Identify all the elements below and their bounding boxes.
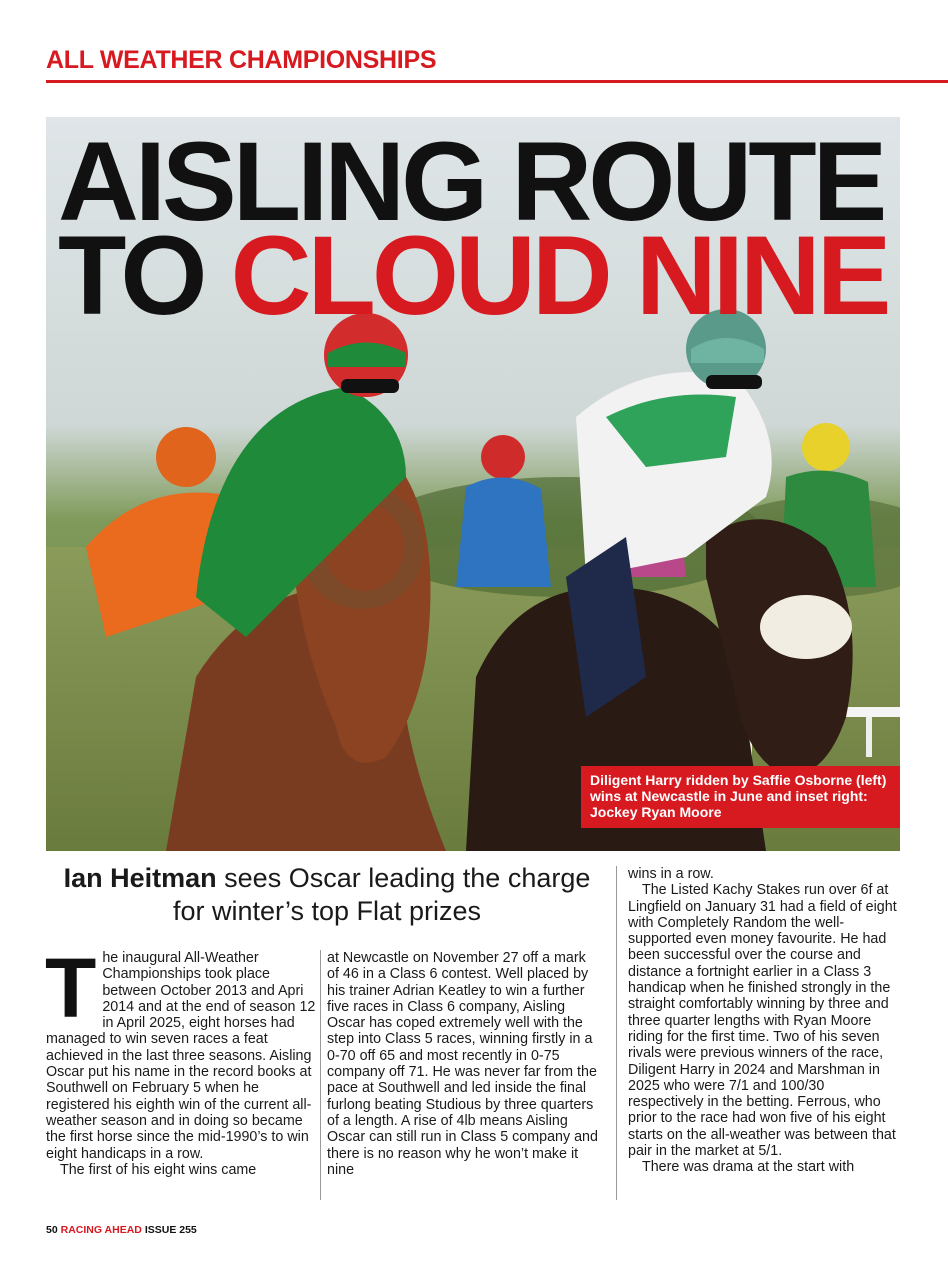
headline-line-2 [58,213,888,338]
drop-cap: T [45,941,97,1035]
column-divider [320,950,321,1200]
article-column-2 [327,950,599,1178]
headline-line-1: AISLING ROUTE [58,119,884,244]
section-label: ALL WEATHER CHAMPIONSHIPS [46,46,437,74]
page-folio [46,1224,197,1236]
issue-number: ISSUE 255 [144,1224,197,1236]
standfirst-text: sees Oscar leading the charge for winter’s top Flat prizes [172,863,591,926]
magazine-name: RACING AHEAD [60,1224,142,1236]
article-paragraph: he inaugural All-Weather Championships took place between October 2013 and Apri 2014 and at the end of season 12 in April 2025, eight horses had managed to win seven races a feat achieved in the last three seasons. Aisling Oscar put his name in the record books at Southwell on February 5 when he registered his eighth win of the current all-weather season and in doing so became the first horse since the mid-1990’s to win eight handicaps in a row. [46,950,316,1162]
article-paragraph: There was drama at the start with [642,1159,855,1176]
photo-caption: Diligent Harry ridden by Saffie Osborne (left) wins at Newcastle in June and inset right: Jockey Ryan Moore [581,766,900,828]
column-divider [616,866,617,1200]
page-number: 50 [46,1224,58,1236]
article-paragraph: The first of his eight wins came [60,1161,257,1178]
article-paragraph: The Listed Kachy Stakes run over 6f at Lingfield on January 31 had a field of eight with Completely Random the well-supported even money favourite. He had been successful over the course and distance a fortnight earlier in a Class 3 handicap when he finished strongly in the straight comfortably winning by three and three quarter lengths with Ryan Moore riding for the first time. Two of his seven rivals were previous winners of the race, Diligent Harry in 2024 and Marshman in 2025 who were 7/1 and 100/30 respectively in the betting. Ferrous, who prior to the race had won five of his eight starts on the all-weather was between that pair in the market at 5/1. [628,882,897,1160]
article-column-3 [628,866,900,1176]
headline [58,119,888,338]
headline-line-2-black: TO [58,213,231,338]
headline-line-2-red: CLOUD NINE [230,213,888,338]
article-paragraph: at Newcastle on November 27 off a mark of 46 in a Class 6 contest. Well placed by his trainer Adrian Keatley to win a further five races in Class 6 company, Aisling Oscar has coped extremely well with the step into Class 5 races, winning firstly in a 0-70 off 65 and most recently in 0-75 company off 71. He was never far from the pace at Southwell and led inside the final furlong beating Studious by three quarters of a length. A rise of 4lb means Aisling Oscar can still run in Class 5 company and there is no reason why he won’t make it nine [327,950,598,1178]
article-column-1 [45,941,318,1178]
standfirst [46,862,608,928]
author-name: Ian Heitman [63,863,217,893]
article-paragraph: wins in a row. [628,866,714,882]
section-rule [46,80,948,83]
